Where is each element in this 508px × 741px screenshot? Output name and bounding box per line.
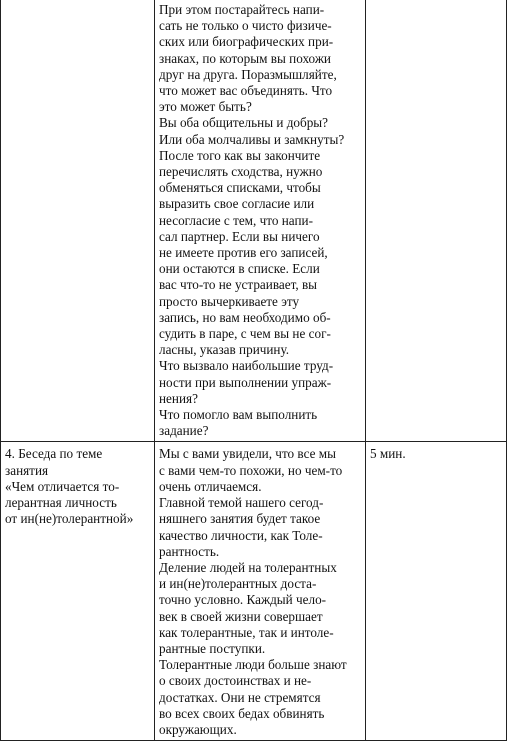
stage-text-line: занятия xyxy=(5,462,49,478)
content-text-line: просто вычеркиваете эту xyxy=(159,293,300,309)
content-text-line: рантные поступки. xyxy=(159,640,266,656)
content-text-line: что может вас объединять. Что xyxy=(159,83,333,99)
table-row xyxy=(1,0,507,442)
content-text-line: сал партнер. Если вы ничего xyxy=(159,228,320,244)
content-text-line: они остаются в списке. Если xyxy=(159,261,320,277)
content-text-line: век в своей жизни совершает xyxy=(159,608,323,624)
time-cell xyxy=(366,442,507,741)
stage-text-line: 4. Беседа по теме xyxy=(5,446,103,462)
content-text-line: Или оба молчаливы и замкнуты? xyxy=(159,131,345,147)
content-text-line: достатках. Они не стремятся xyxy=(159,689,321,705)
content-text-line: сать не только о чисто физиче- xyxy=(159,18,332,34)
stage-text-line: «Чем отличается то- xyxy=(5,478,120,494)
content-text-line: Что помогло вам выполнить xyxy=(159,407,318,423)
stage-text-line: лерантная личность xyxy=(5,495,117,511)
content-text-line: точно условно. Каждый чело- xyxy=(159,592,327,608)
time-cell xyxy=(366,0,507,442)
content-text-line: качество личности, как Толе- xyxy=(159,527,323,543)
content-text-line: перечислять сходства, нужно xyxy=(159,164,323,180)
content-text-line: няшнего занятия будет такое xyxy=(159,511,321,527)
content-cell xyxy=(155,0,366,442)
stage-cell xyxy=(1,442,155,741)
content-text-line: Мы с вами увидели, что все мы xyxy=(159,446,336,462)
content-text-line: Деление людей на толерантных xyxy=(159,559,337,575)
content-text-line: это может быть? xyxy=(159,99,252,115)
stage-cell xyxy=(1,0,155,442)
content-text-line: ности при выполнении упраж- xyxy=(159,374,332,390)
time-text: 5 мин. xyxy=(370,446,406,462)
content-text-line: При этом постарайтесь напи- xyxy=(159,2,325,17)
content-text-line: выразить свое согласие или xyxy=(159,196,315,212)
stage-text-line: от ин(не)толерантной» xyxy=(5,511,134,527)
content-text-line: Толерантные люди больше знают xyxy=(159,657,347,673)
content-text-line: несогласие с тем, что напи- xyxy=(159,212,313,228)
content-text-line: Что вызвало наибольшие труд- xyxy=(159,358,334,374)
content-text-line: во всех своих бедах обвинять xyxy=(159,705,325,721)
content-text-line: не имеете против его записей, xyxy=(159,245,328,261)
content-cell xyxy=(155,442,366,741)
content-text-line: как толерантные, так и интоле- xyxy=(159,624,334,640)
content-text-line: вас что-то не устраивает, вы xyxy=(159,277,318,293)
content-text-line: Главной темой нашего сегод- xyxy=(159,495,324,511)
content-text-line: знаках, по которым вы похожи xyxy=(159,50,331,66)
table-row xyxy=(1,442,507,741)
content-text-line: После того как вы закончите xyxy=(159,147,321,163)
content-text-line: друг на друга. Поразмышляйте, xyxy=(159,66,337,82)
content-text-line: с вами чем-то похожи, но чем-то xyxy=(159,462,343,478)
content-text-line: ласны, указав причину. xyxy=(159,342,290,358)
content-text-line: о своих достоинствах и не- xyxy=(159,673,312,689)
content-text-line: задание? xyxy=(159,423,209,439)
content-text-line: и ин(не)толерантных доста- xyxy=(159,576,317,592)
content-text-line: ских или биографических при- xyxy=(159,34,334,50)
content-text-line: обменяться списками, чтобы xyxy=(159,180,321,196)
content-text-line: очень отличаемся. xyxy=(159,478,262,494)
content-text-line: судить в паре, с чем вы не сог- xyxy=(159,326,331,342)
content-text-line: окружающих. xyxy=(159,721,237,737)
content-text-line: Вы оба общительны и добры? xyxy=(159,115,329,131)
content-text-line: нения? xyxy=(159,390,198,406)
content-text-line: запись, но вам необходимо об- xyxy=(159,309,331,325)
content-text-line: рантность. xyxy=(159,543,220,559)
